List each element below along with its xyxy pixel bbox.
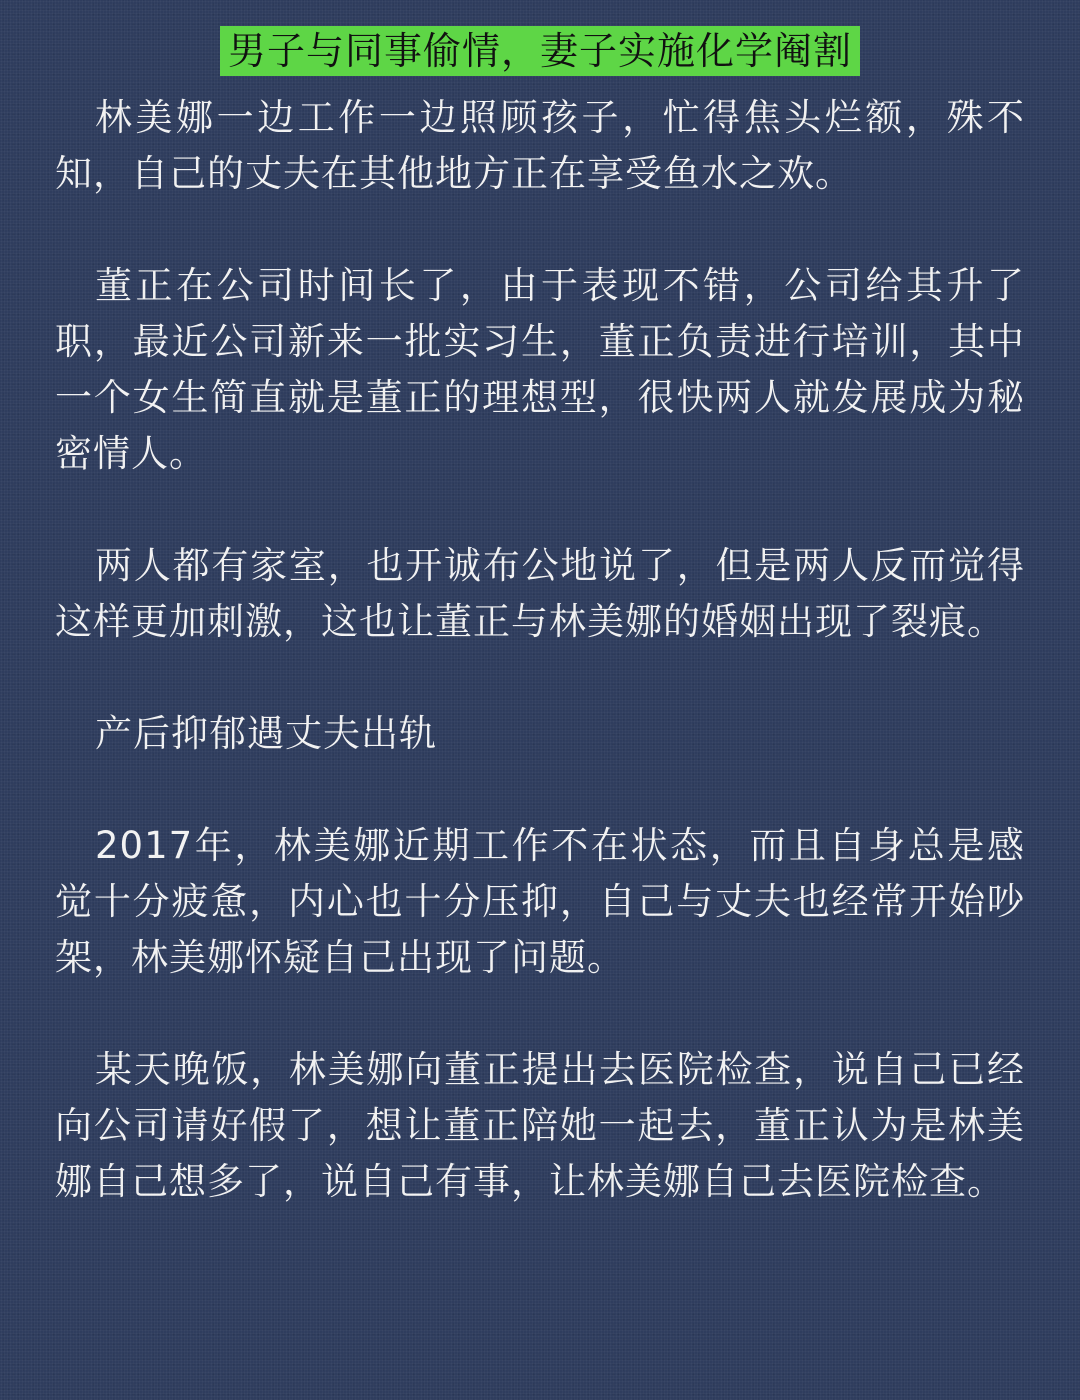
- paragraph-3: 两人都有家室，也开诚布公地说了，但是两人反而觉得这样更加刺激，这也让董正与林美娜的婚姻出现了裂痕。: [55, 544, 1025, 643]
- article-title: 男子与同事偷情，妻子实施化学阉割: [220, 26, 860, 76]
- paragraph-4: 2017年，林美娜近期工作不在状态，而且自身总是感觉十分疲惫，内心也十分压抑，自己与丈夫也经常开始吵架，林美娜怀疑自己出现了问题。: [55, 824, 1025, 979]
- title-wrap: [55, 26, 1025, 76]
- section-heading: 产后抑郁遇丈夫出轨: [95, 712, 437, 755]
- paragraph-2: 董正在公司时间长了，由于表现不错，公司给其升了职，最近公司新来一批实习生，董正负责进行培训，其中一个女生简直就是董正的理想型，很快两人就发展成为秘密情人。: [55, 264, 1025, 475]
- paragraph-1: 林美娜一边工作一边照顾孩子，忙得焦头烂额，殊不知，自己的丈夫在其他地方正在享受鱼水之欢。: [55, 96, 1025, 195]
- paragraph-5: 某天晚饭，林美娜向董正提出去医院检查，说自己已经向公司请好假了，想让董正陪她一起去，董正认为是林美娜自己想多了，说自己有事，让林美娜自己去医院检查。: [55, 1048, 1025, 1203]
